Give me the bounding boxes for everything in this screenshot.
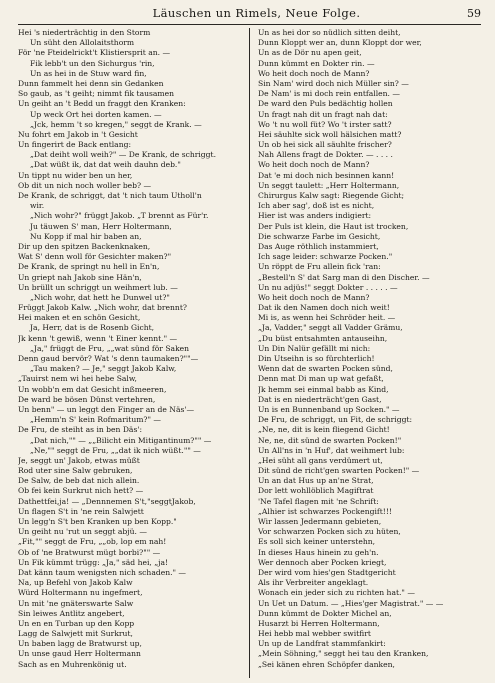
verse-line: Wenn dat de swarten Pocken sünd,	[258, 364, 393, 374]
verse-line: Un legg'n S't ben Kranken up ben Kopp."	[18, 517, 177, 526]
verse-line: De Nam' is mi doch rein entfallen. —	[258, 89, 400, 99]
verse-line: Es soll sich keiner unterstehn,	[258, 537, 376, 547]
verse-line: Un wobb'n em dat Gesicht inßmeeren,	[18, 384, 167, 394]
verse-line: Un as de Dör nu apen geit,	[258, 48, 362, 58]
verse-line: „Hemm'n S' kein Rofmaritum?" —	[30, 415, 161, 425]
verse-line: Nah Allens fragt de Dokter. — . . . .	[258, 150, 393, 160]
verse-line: Dunn Kloppt wer an, dunn Kloppt dor wer,	[258, 38, 422, 48]
verse-line: Ja, Herr, dat is de Rosenb Gicht,	[30, 323, 155, 333]
verse-line: Din Utseihn is so fürchterlich!	[258, 354, 375, 363]
verse-line: Der Puls ist klein, die Haut ist trocken,	[258, 221, 409, 231]
verse-line: Ob of 'ne Bratwurst mügt borbi?"" —	[18, 547, 161, 557]
column-divider	[249, 28, 250, 678]
verse-line: „Hei süht all gans verdümert ut,	[258, 455, 383, 465]
verse-line: Wonach ein jeder sich zu richten hat." —	[258, 588, 415, 598]
verse-line: Dir up den spitzen Backenknaken,	[18, 241, 151, 251]
verse-line: Fik lebb't un den Sichurgus 'rin,	[30, 58, 155, 68]
verse-line: Un en en Turban up den Kopp	[18, 618, 135, 628]
verse-line: De Krank, de schriggt, dat 't nich taum Utholl'n	[18, 191, 202, 200]
verse-line: Jk kenn 't gewiß, wenn 't Einer kennt." —	[18, 333, 178, 343]
verse-line: Als ihr Verbreiter angeklagt.	[258, 578, 369, 588]
verse-line: Je, seggt un' Jakob, etwas müßt	[18, 455, 140, 465]
verse-line: Un is en Bunnenband up Socken." —	[258, 404, 400, 414]
verse-line: De Salw, de beb dat nich allein.	[18, 476, 140, 486]
verse-line: Dat is en niederträcht'gen Gast,	[258, 394, 382, 404]
verse-line: Un geiht nu 'rut un seggt abjü. —	[18, 527, 147, 537]
running-title: Läuschen un Rimels, Neue Folge.	[152, 6, 361, 20]
verse-line: Un Din Nalür gefällt mi nich:	[258, 343, 371, 353]
verse-line: Un griept nah Jakob sine Hän'n,	[18, 272, 142, 282]
verse-line: Hier ist was anders indigiert:	[258, 211, 372, 221]
verse-line: Vor schwarzen Pocken sich zu hüten,	[258, 527, 401, 537]
verse-line: Un ob hei sick all säuhlte frischer?	[258, 140, 392, 150]
verse-line: Rod uter sine Salw gebruken,	[18, 466, 133, 476]
verse-line: „Mein Söhning," seggt hei tau den Kranken,	[258, 649, 429, 659]
verse-line: För 'ne Fteidelrickt't Klistiersprit an. —	[18, 48, 171, 58]
verse-line: Un as hei dor so nüdlich sitten deiht,	[258, 28, 401, 37]
verse-line: Wo 't nu woll füt? Wo 't irster satt?	[258, 119, 392, 129]
verse-line: Un Uet un Datum. — „Hies'ger Magistrat." — —	[258, 598, 444, 608]
text-columns	[18, 28, 481, 678]
verse-line: „Tauirst nem wi hei hebe Salw,	[18, 374, 137, 384]
verse-line: Wir lassen Jedermann gebieten,	[258, 517, 382, 526]
verse-line: 'Ne Tafel flagen mit 'ne Schrift:	[258, 496, 379, 506]
verse-line: Sin Nam' wird doch nich Müller sin? —	[258, 78, 409, 88]
verse-line: Wat S' denn woll för Gesichter maken?"	[18, 252, 172, 262]
verse-line: De Krank, de springt nu hell in En'n,	[18, 262, 160, 272]
verse-line: Un mit 'ne gnäterswarte Salw	[18, 598, 134, 608]
right-column	[258, 28, 481, 678]
verse-line: Ne, ne, dit sünd de swarten Pocken!"	[258, 435, 402, 445]
page-header	[18, 6, 481, 25]
verse-line: Up weck Ort hei dorten kamen. —	[30, 109, 162, 119]
verse-line: Dor lett wohllöblich Magiftrat	[258, 486, 374, 496]
verse-line: Un tippt nu wider ben un her,	[18, 170, 133, 180]
verse-line: Nu fohrt em Jakob in 't Gesicht	[18, 129, 138, 139]
verse-line: „Dat deiht woll weih?" — De Krank, de schriggt.	[30, 150, 216, 160]
verse-line: Un fingerirt de Back entlang:	[18, 140, 132, 150]
verse-line: Husarzt bi Herren Holtermann,	[258, 618, 380, 628]
verse-line: „Du büst entsahmten antauseihn,	[258, 333, 388, 343]
verse-line: Ob dit un nich noch woller beb? —	[18, 180, 152, 190]
verse-line: Un fragt nah dit un fragt nah dat:	[258, 109, 388, 119]
verse-line: Wo heit doch noch de Mann?	[258, 292, 370, 302]
verse-line: So gaub, as 't geiht; nimmt fik tausamen	[18, 89, 174, 99]
verse-line: Früggt Jakob Kalw. „Nich wohr, dat brennt?	[18, 303, 187, 313]
verse-line: Die schwarze Farbe im Gesicht,	[258, 231, 381, 241]
verse-line: Wo heit doch noch de Mann?	[258, 160, 370, 170]
verse-line: Na, up Befehl von Jakob Kalw	[18, 578, 133, 588]
verse-line: „Sei känen ehren Schöpfer danken,	[258, 659, 395, 669]
verse-line: „Bestell'n S' dat Sarg man di den Discher. —	[258, 272, 430, 282]
verse-line: Un röppt de Fru allein fick 'ran:	[258, 262, 381, 272]
verse-line: Un nu adjüs!" seggt Dokter . . . . . —	[258, 282, 398, 292]
verse-line: Nu Kopp if mal hir baben an,	[30, 231, 142, 241]
verse-line: Un unse gaud Herr Holtermann	[18, 649, 141, 659]
verse-line: Un baben lagg de Bratwurst up,	[18, 639, 142, 649]
verse-line: Ich sage leider: schwarze Pocken."	[258, 252, 393, 262]
verse-line: Ich aber sag', doß ist es nicht,	[258, 201, 375, 211]
verse-line: Un Fik kümmt trügg: „Ja," säd hei, „ja!	[18, 557, 169, 567]
verse-line: „Nich wohr, dat hett he Dunwel ut?"	[30, 292, 170, 302]
verse-line: Un süht den Allolaitsthorm	[30, 38, 135, 48]
verse-line: Ob fei kein Surkrut nich hett? —	[18, 486, 144, 496]
verse-line: „Dat wüßt ik, dat dat weih dauhn deb."	[30, 160, 181, 170]
verse-line: „Ja, Vadder," seggt all Vadder Grämu,	[258, 323, 403, 333]
verse-line: De ward den Puls bedächtig hollen	[258, 99, 393, 109]
verse-line: „Jck, hemm 't so kregen," seggt de Krank. —	[30, 119, 202, 129]
verse-line: Un an dat Hus up an'ne Strat,	[258, 476, 374, 486]
verse-line: In dieses Haus hinein zu geh'n.	[258, 547, 379, 557]
verse-line: „Tau maken? — Je," seggt Jakob Kalw,	[30, 364, 177, 374]
verse-line: Dit sünd de richt'gen swarten Pocken!" —	[258, 466, 420, 476]
verse-line: De ward be bösen Dünst vertehren,	[18, 394, 156, 404]
verse-line: „Ja," früggt de Fru, „„wat sünd för Saken	[30, 343, 190, 353]
verse-line: Der wird vom hies'gen Stadtgericht	[258, 567, 396, 577]
verse-line: Dunn kümmt en Dokter rin. —	[258, 58, 375, 68]
left-column	[18, 28, 241, 678]
verse-line: Un geiht an 't Bedd un fraggt den Kranken:	[18, 99, 186, 109]
verse-line: Hei hebb mal webber switfirt	[258, 629, 371, 639]
verse-line: Un seggt taulett: „Herr Holtermann,	[258, 180, 400, 190]
verse-line: „Alhier ist schwarzes Pockengift!!!	[258, 506, 392, 516]
verse-line: Un All'ns in 'n Huf', dat weihmert lub:	[258, 445, 405, 455]
verse-line: De Fru, de steiht as in ben Däs':	[18, 425, 142, 435]
verse-line: Denn gaud bervör? Wat 's denn taumaken?""—	[18, 354, 199, 363]
verse-line: Ju täuwen S' man, Herr Holtermann,	[30, 221, 172, 231]
verse-line: Un benn" — un leggt den Finger an de Näs'—	[18, 404, 195, 414]
verse-line: Dathettfei,ja! — „Dennnemen S't,"seggtJakob,	[18, 496, 196, 506]
verse-line: Hei säuhlte sick woll hälsichen matt?	[258, 129, 402, 139]
verse-line: Sach as en Muhrenkönig ut.	[18, 659, 127, 669]
verse-line: Sin leiwes Antlitz angebert,	[18, 608, 125, 618]
verse-line: „Ne,"" seggt de Fru, „„dat ik nich wüßt."" —	[30, 445, 201, 455]
verse-line: Dunn fammelt hei denn sin Gedanken	[18, 78, 164, 88]
verse-line: Dat ik den Namen doch nich weit!	[258, 303, 390, 313]
verse-line: Lagg de Salwjett mit Surkrut,	[18, 629, 133, 639]
verse-line: Dat 'e mi doch nich besinnen kann!	[258, 170, 395, 180]
verse-line: Denn mat Di man up wat gefaßt,	[258, 374, 384, 384]
verse-line: „Ne, ne, dit is kein fliegend Gicht!	[258, 425, 390, 435]
verse-line: Würd Holtermann nu ingefmert,	[18, 588, 143, 598]
verse-line: Wer dennoch aber Pocken kriegt,	[258, 557, 387, 567]
verse-line: Dat känn taum wenigsten nich schaden." —	[18, 567, 187, 577]
verse-line: Un flagen S't in 'ne rein Salwjett	[18, 506, 144, 516]
verse-line: Chirurgus Kalw sagt: Riegende Gicht;	[258, 191, 405, 200]
verse-line: wir.	[30, 201, 45, 211]
verse-line: Das Auge röthlich instammiert,	[258, 241, 379, 251]
verse-line: „Fit,"" seggt de Fru, „„ob, lop em nah!	[18, 537, 167, 547]
verse-line: Un up de Landfrat stammfankirt:	[258, 639, 386, 649]
verse-line: Hei 's niederträchtig in den Storm	[18, 28, 151, 37]
verse-line: Dunn kümmt de Dokter Michel an,	[258, 608, 392, 618]
verse-line: Hei maken et en schön Gesicht,	[18, 313, 141, 323]
verse-line: „Nich wohr?" früggt Jakob. „T brennt as Für'r.	[30, 211, 209, 221]
verse-line: Wo heit doch noch de Mann?	[258, 68, 370, 78]
verse-line: Jk hemm sei einmal babb as Kind,	[258, 384, 389, 394]
verse-line: Un as hei in de Stuw ward fin,	[30, 68, 147, 78]
verse-line: Un brüllt un schriggt un weihmert lub. —	[18, 282, 178, 292]
verse-line: Mi is, as wenn hei Schröder heit. —	[258, 313, 396, 323]
verse-line: De Fru, de schriggt, un Fit, de schriggt:	[258, 415, 413, 425]
verse-line: „Dat nich,"" — „„Bilicht ein Mitigantinum?"" —	[30, 435, 212, 445]
page-number: 59	[467, 7, 481, 20]
